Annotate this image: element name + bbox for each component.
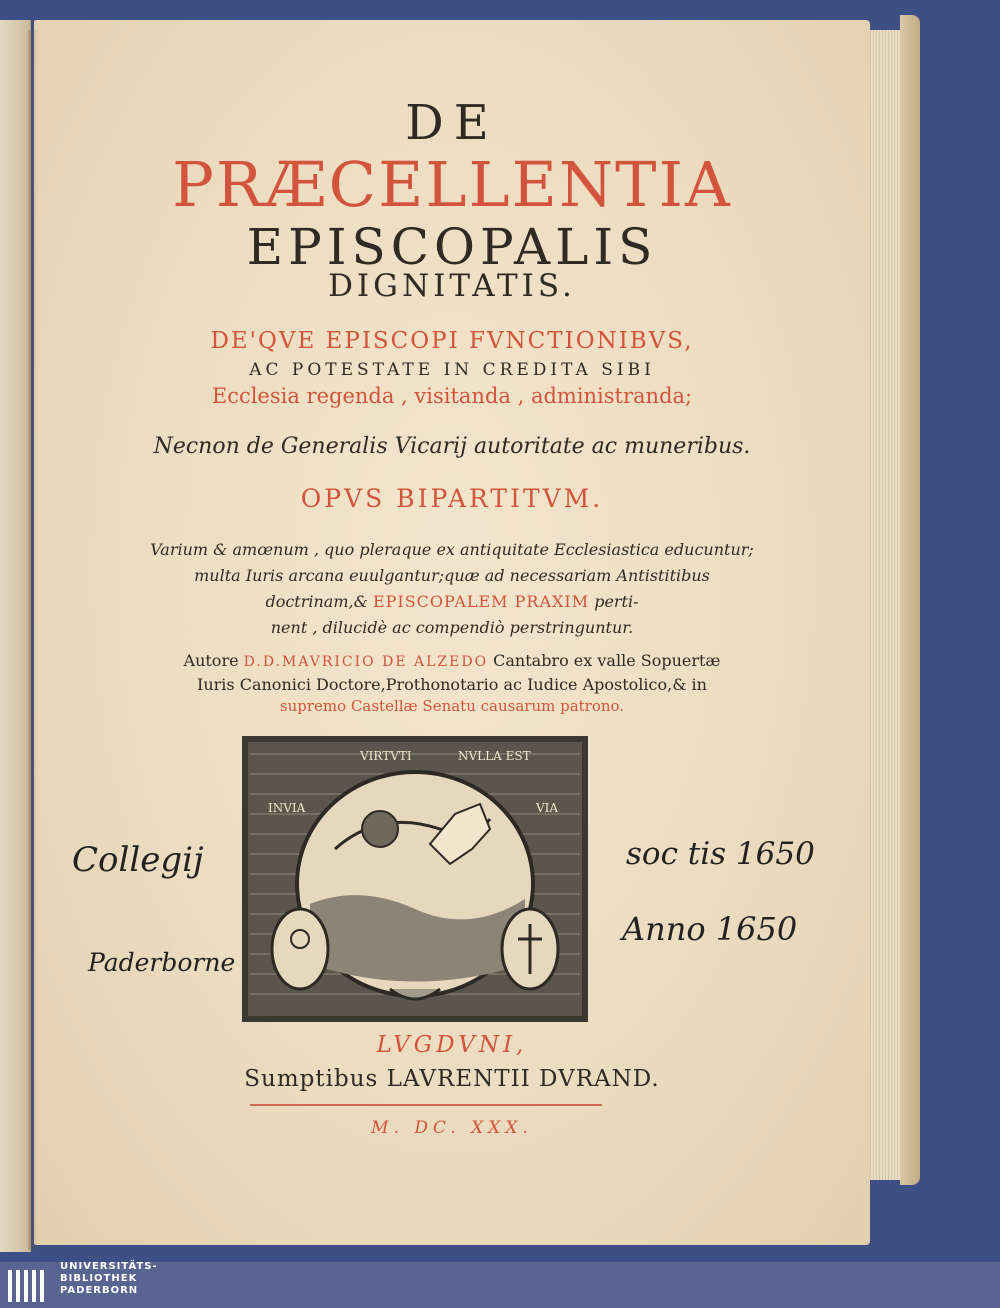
handwritten-collegij: Collegij: [72, 840, 204, 880]
handwritten-paderborn: Paderborne: [88, 948, 236, 977]
right-board: [900, 15, 920, 1185]
left-board: [0, 20, 31, 1252]
author-line-3: supremo Castellæ Senatu causarum patrono.: [279, 697, 625, 715]
woodcut-motto-3: INVIA: [268, 801, 306, 815]
description-perti: perti-: [589, 592, 639, 611]
woodcut-rider: [362, 811, 398, 847]
author-line-2: Iuris Canonici Doctore,Prothonotario ac Iudice Apostolico,& in: [197, 675, 707, 694]
description-line-2: multa Iuris arcana euulgantur;quæ ad necessariam Antistitibus: [194, 566, 710, 585]
handwritten-soc: soc tis 1650: [626, 836, 815, 872]
subtitle-necnon: Necnon de Generalis Vicarij autoritate ac muneribus.: [153, 434, 751, 459]
woodcut-motto-2: NVLLA EST: [458, 749, 531, 763]
author-name: D.D.MAVRICIO DE ALZEDO: [243, 654, 489, 670]
woodcut-motto-1: VIRTVTI: [360, 749, 412, 763]
imprint-date: M. DC. XXX.: [371, 1118, 533, 1138]
woodcut-printer-device: [240, 734, 590, 1024]
title-praecellentia: PRÆCELLENTIA: [172, 148, 732, 221]
author-label: Autore: [183, 651, 244, 670]
subtitle-ecclesia: Ecclesia regenda , visitanda , administranda;: [211, 384, 693, 408]
library-name-line-1: UNIVERSITÄTS-: [60, 1261, 158, 1272]
title-dignitatis: DIGNITATIS.: [328, 268, 576, 304]
description-line-3: [34, 592, 870, 611]
subtitle-deque: DE'QVE EPISCOPI FVNCTIONIBVS,: [210, 328, 694, 354]
description-praxim: EPISCOPALEM PRAXIM: [372, 592, 590, 611]
description-line-4: nent , dilucidè ac compendiò perstringuntur.: [270, 618, 634, 637]
description-doctrinam: doctrinam,&: [265, 592, 373, 611]
library-name-line-3: PADERBORN: [60, 1285, 139, 1296]
imprint-place: LVGDVNI,: [376, 1032, 528, 1058]
library-logo-icon: [6, 1268, 50, 1304]
woodcut-motto-4: VIA: [536, 801, 559, 815]
imprint-printer: Sumptibus LAVRENTII DVRAND.: [244, 1066, 660, 1092]
author-line-1: [34, 651, 870, 670]
handwritten-anno: Anno 1650: [622, 910, 798, 948]
subtitle-ac-potestate: AC POTESTATE IN CREDITA SIBI: [249, 360, 655, 380]
title-de: DE: [405, 95, 499, 151]
imprint-rule: [250, 1104, 602, 1106]
author-origin: Cantabro ex valle Sopuertæ: [488, 651, 721, 670]
library-name-line-2: BIBLIOTHEK: [60, 1273, 138, 1284]
description-line-1: Varium & amœnum , quo pleraque ex antiquitate Ecclesiastica educuntur;: [150, 540, 754, 559]
title-episcopalis: EPISCOPALIS: [246, 218, 658, 276]
subtitle-opus: OPVS BIPARTITVM.: [300, 484, 604, 513]
